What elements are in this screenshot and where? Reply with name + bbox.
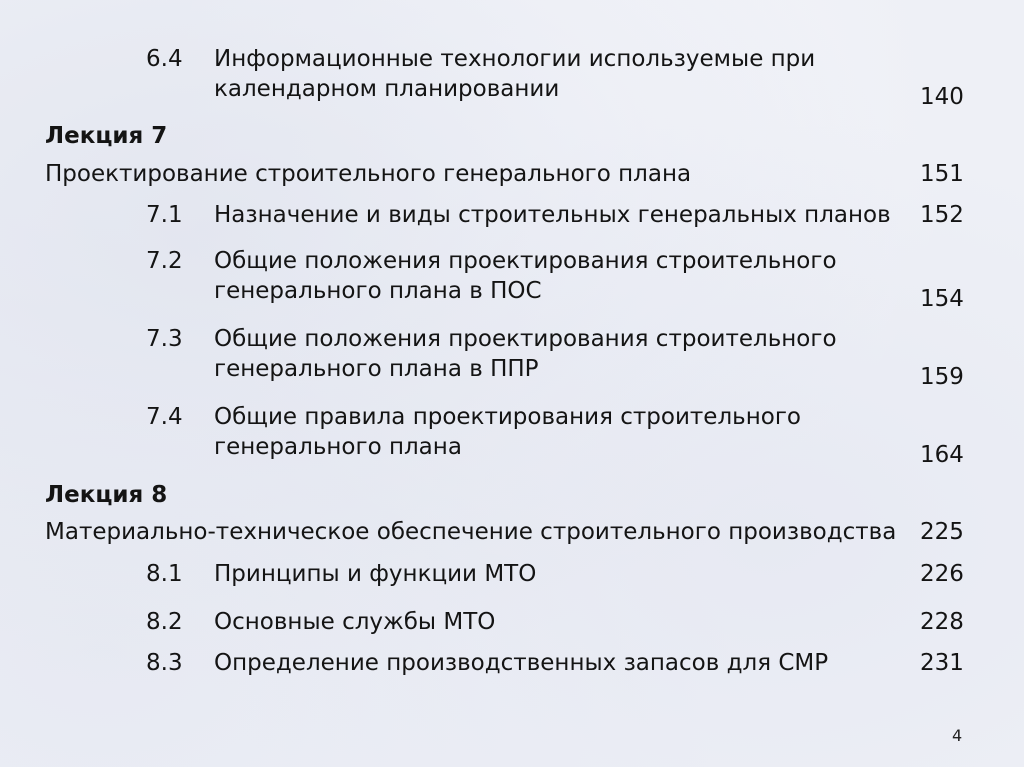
toc-entry-title-line1: Общие положения проектирования строительного	[214, 326, 837, 352]
lecture-page: 225	[920, 519, 964, 545]
toc-entry-title-line1: Принципы и функции МТО	[214, 561, 537, 587]
toc-entry-number: 8.1	[146, 561, 183, 587]
toc-entry-page: 159	[920, 364, 964, 390]
toc-entry-title-line1: Основные службы МТО	[214, 609, 496, 635]
toc-entry-title-line2: календарном планировании	[214, 76, 560, 102]
toc-entry-number: 6.4	[146, 46, 183, 72]
toc-entry-number: 7.1	[146, 202, 183, 228]
toc-entry-page: 154	[920, 286, 964, 312]
toc-entry-page: 231	[920, 650, 964, 676]
toc-entry-number: 7.4	[146, 404, 183, 430]
lecture-page: 151	[920, 161, 964, 187]
toc-entry-title-line1: Информационные технологии используемые при	[214, 46, 816, 72]
slide-number: 4	[952, 726, 963, 745]
toc-entry-number: 8.2	[146, 609, 183, 635]
lecture-title: Проектирование строительного генерального плана	[45, 161, 692, 187]
toc-entry-page: 164	[920, 442, 964, 468]
toc-entry-title-line2: генерального плана в ПОС	[214, 278, 542, 304]
toc-entry-number: 7.3	[146, 326, 183, 352]
toc-entry-title-line2: генерального плана в ППР	[214, 356, 539, 382]
toc-entry-title-line2: генерального плана	[214, 434, 462, 460]
lecture-title: Материально-техническое обеспечение строительного производства	[45, 519, 897, 545]
lecture-heading: Лекция 8	[45, 482, 168, 508]
lecture-heading: Лекция 7	[45, 123, 168, 149]
toc-entry-title-line1: Определение производственных запасов для СМР	[214, 650, 829, 676]
toc-entry-title-line1: Общие положения проектирования строительного	[214, 248, 837, 274]
toc-entry-number: 8.3	[146, 650, 183, 676]
toc-entry-title-line1: Общие правила проектирования строительного	[214, 404, 801, 430]
toc-entry-page: 226	[920, 561, 964, 587]
toc-entry-page: 152	[920, 202, 964, 228]
toc-entry-number: 7.2	[146, 248, 183, 274]
toc-entry-title-line1: Назначение и виды строительных генеральных планов	[214, 202, 891, 228]
toc-entry-page: 228	[920, 609, 964, 635]
toc-entry-page: 140	[920, 84, 964, 110]
